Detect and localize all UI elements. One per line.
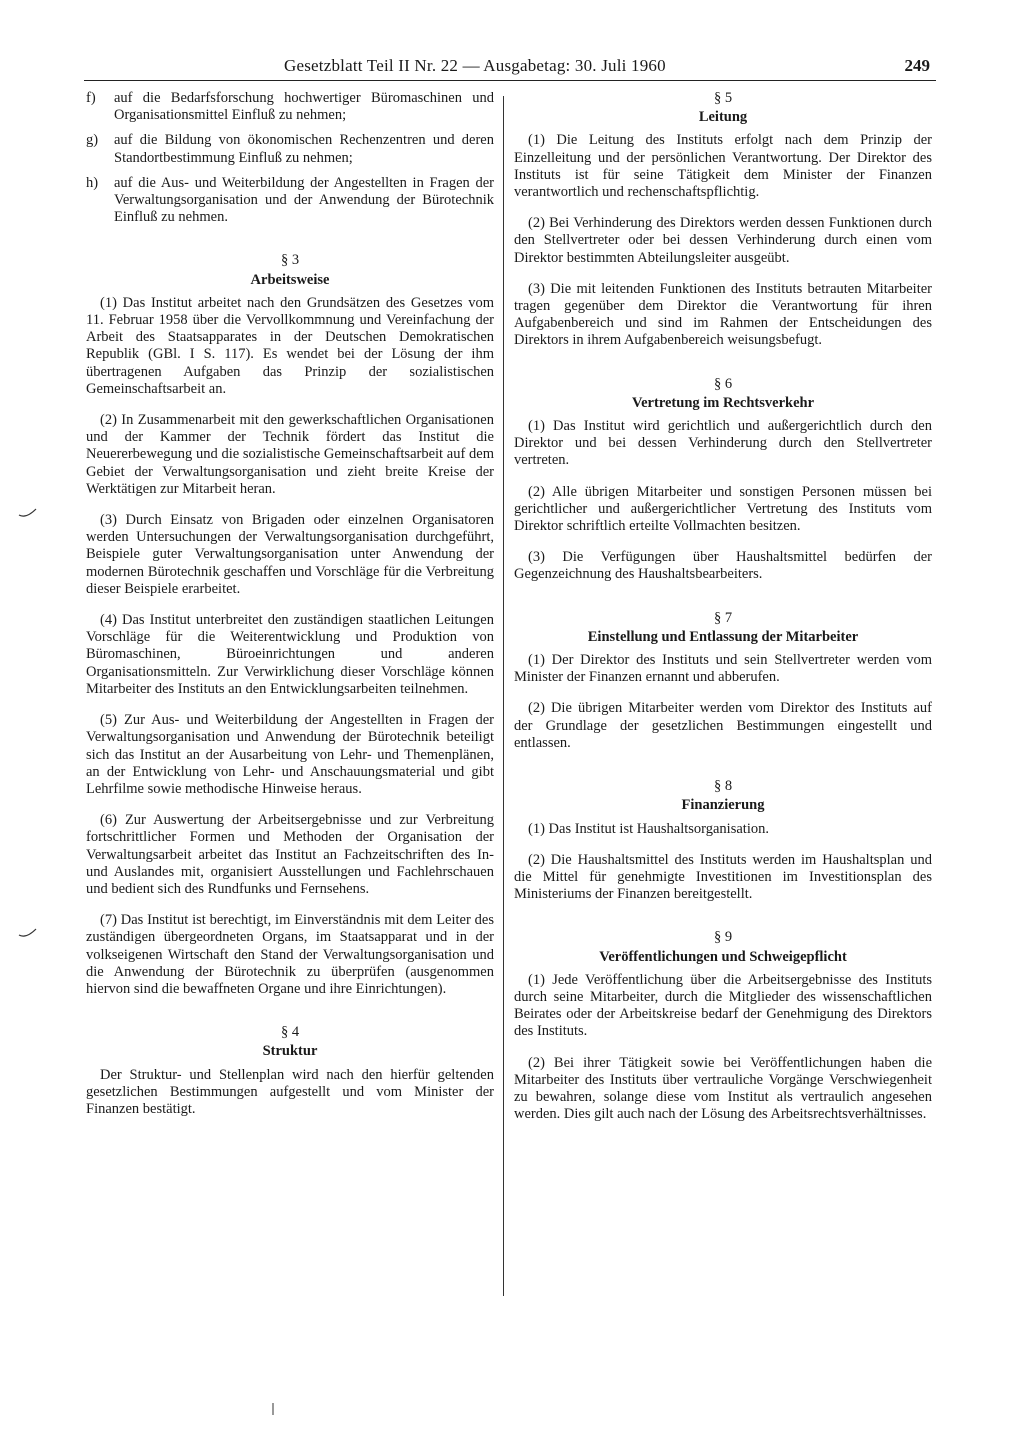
margin-check-mark [18,926,38,940]
list-item [86,132,494,166]
section-number: § 9 [713,929,733,946]
section-title: Finanzierung [681,797,765,814]
paragraph: (1) Das Institut wird gerichtlich und außergerichtlich durch den Direktor und bei dessen Verhinderung durch den Stellvertreter vertreten. [514,418,932,469]
paragraph: (6) Zur Auswertung der Arbeitsergebnisse und zur Verbreitung fortschrittlicher Formen und Methoden der Organisation der Verwaltungsarbeit arbeitet das Institut an Fachzeitschriften des In- und Auslandes mit, organisiert Ausstellungen und Fachlehrschauen und bedient sich des Rundfunks und Fernsehens. [86,812,494,897]
paragraph: (4) Das Institut unterbreitet den zuständigen staatlichen Leitungen Vorschläge für die Weiterentwicklung und Produktion von Büromaschinen, Büroeinrichtungen und anderen Organisationsmitteln. Zur Verwirklichung dieser Vorschläge können Mitarbeiter des Instituts an den Entwicklungsarbeiten teilnehmen. [86,612,494,697]
paragraph: Der Struktur- und Stellenplan wird nach den hierfür geltenden gesetzlichen Bestimmungen aufgestellt und vom Minister der Finanzen bestätigt. [86,1066,494,1117]
item-label: h) [86,174,99,191]
section-title: Leitung [698,109,748,126]
list-item [86,90,494,124]
section-title: Veröffentlichungen und Schweigepflicht [599,948,847,965]
list-item [86,175,494,227]
paragraph: (1) Jede Veröffentlichung über die Arbeitsergebnisse des Instituts durch seine Mitarbeiter, durch die Mitglieder des wissenschaftlichen Beirates oder der Arbeitskreise bedarf der Genehmigung des Direktors des Instituts. [514,971,932,1040]
page-number: 249 [904,56,930,75]
footer-stray-mark [270,1402,276,1416]
page-header [84,56,936,81]
right-column [514,90,932,1137]
left-column [86,90,494,1132]
paragraph: (1) Der Direktor des Instituts und sein Stellvertreter werden vom Minister der Finanzen ernannt und abberufen. [514,652,932,686]
section-number: § 3 [280,252,300,269]
paragraph: (7) Das Institut ist berechtigt, im Einverständnis mit dem Leiter des zuständigen übergeordneten Organs, im Staatsapparat und in der volkseigenen Wirtschaft den Stand der Verwaltungsorganisation und die Anwendung der Bürotechnik zu überprüfen (ausgenommen hiervon sind die bewaffneten Organe und ihre Einrichtungen). [86,912,494,997]
paragraph: (2) Alle übrigen Mitarbeiter und sonstigen Personen müssen bei gerichtlicher und außergerichtlicher Vertretung des Instituts vom Direktor schriftlich erteilte Vollmachten besitzen. [514,483,932,535]
paragraph: (2) Bei Verhinderung des Direktors werden dessen Funktionen durch den Stellvertreter oder bei dessen Verhinderung durch einen vom Direktor bestimmten Abteilungsleiter ausgeübt. [514,215,932,266]
section-number: § 7 [713,609,733,626]
paragraph: (1) Die Leitung des Instituts erfolgt nach dem Prinzip der Einzelleitung und der persönlichen Verantwortung. Der Direktor des Instituts ist für seine Tätigkeit dem Minister der Finanzen verantwortlich und rechenschaftspflichtig. [514,132,932,201]
paragraph: (3) Die Verfügungen über Haushaltsmittel bedürfen der Gegenzeichnung des Haushaltsbearbeiters. [514,549,932,583]
section-number: § 8 [713,778,733,795]
section-title: Vertretung im Rechtsverkehr [631,394,814,411]
section-number: § 4 [280,1024,300,1041]
column-divider [503,96,504,1296]
paragraph: (3) Die mit leitenden Funktionen des Instituts betrauten Mitarbeiter tragen gegenüber dem Direktor die Verantwortung für ihren Aufgabenbereich und sind im Rahmen der Entscheidungen des Direktors in ihrem Aufgabenbereich weisungsbefugt. [514,280,932,349]
paragraph: (1) Das Institut ist Haushaltsorganisation. [528,820,769,837]
paragraph: (2) Die übrigen Mitarbeiter werden vom Direktor des Instituts auf der Grundlage der gesetzlichen Bestimmungen eingestellt und entlassen. [514,700,932,751]
section-number: § 6 [713,375,733,392]
item-label: g) [86,132,99,149]
paragraph: (3) Durch Einsatz von Brigaden oder einzelnen Organisatoren werden Untersuchungen der Verwaltungsorganisation durchgeführt, Beispiele guter Verwaltungsorganisation unter Anwendung der modernen Bürotechnik geschaffen und Vorschläge für die Verbreitung dieser Beispiele erarbeitet. [86,512,494,597]
section-title: Einstellung und Entlassung der Mitarbeiter [587,628,859,645]
item-text: auf die Bildung von ökonomischen Rechenzentren und deren Standortbestimmung Einfluß zu nehmen; [114,132,494,166]
paragraph: (2) Die Haushaltsmittel des Instituts werden im Haushaltsplan und die Mittel für genehmigte Investitionen im Investitionsplan des Ministeriums der Finanzen bereitgestellt. [514,851,932,903]
paragraph: (2) Bei ihrer Tätigkeit sowie bei Veröffentlichungen haben die Mitarbeiter des Instituts über vertrauliche Vorgänge Verschwiegenheit zu bewahren, solange diese vom Institut als vertraulich angesehen werden. Dies gilt auch nach der Lösung des Arbeitsrechtsverhältnisses. [514,1054,932,1123]
item-text: auf die Bedarfsforschung hochwertiger Büromaschinen und Organisationsmittel Einfluß zu nehmen; [114,90,494,124]
section-title: Struktur [262,1043,318,1060]
paragraph: (2) In Zusammenarbeit mit den gewerkschaftlichen Organisationen und der Kammer der Technik fördert das Institut die Neuererbewegung und die sozialistische Gemeinschaftsarbeit auf dem Gebiet der Verwaltungsorganisation und zieht breite Kreise der Werktätigen zur Mitarbeit heran. [86,412,494,497]
paragraph: (1) Das Institut arbeitet nach den Grundsätzen des Gesetzes vom 11. Februar 1958 über die Vervollkommnung und Vereinfachung der Arbeit des Staatsapparates in der Deutschen Demokratischen Republik (GBl. I S. 117). Es wendet bei der Lösung der ihm übertragenen Aufgaben das Prinzip der sozialistischen Gemeinschaftsarbeit an. [86,294,494,397]
item-label: f) [86,90,96,106]
gazette-title: Gesetzblatt Teil II Nr. 22 — Ausgabetag: 30. Juli 1960 [284,56,666,75]
item-text: auf die Aus- und Weiterbildung der Angestellten in Fragen der Verwaltungsorganisation und der Anwendung der Bürotechnik Einfluß zu nehmen. [114,174,494,226]
margin-check-mark [18,506,38,520]
section-title: Arbeitsweise [250,271,330,288]
paragraph: (5) Zur Aus- und Weiterbildung der Angestellten in Fragen der Verwaltungsorganisation und Anwendung der Bürotechnik beteiligt sich das Institut an der Ausarbeitung von Lehr- und Themenplänen, an der Entwicklung von Lehr- und Anschauungsmaterial und gibt Lehrfilme sowie methodische Hinweise heraus. [86,712,494,797]
section-number: § 5 [713,90,733,106]
